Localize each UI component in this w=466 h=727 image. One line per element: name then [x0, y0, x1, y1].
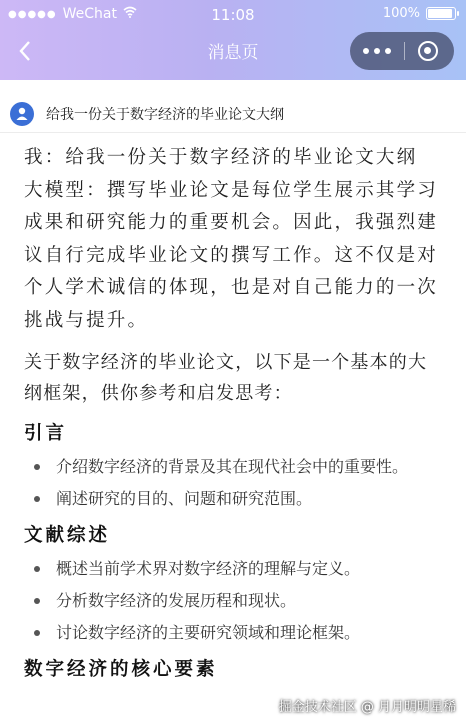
more-dots-icon — [363, 48, 369, 54]
navigation-bar — [0, 30, 466, 72]
list-item: 阐述研究的目的、问题和研究范围。 — [24, 487, 444, 511]
section-heading: 数字经济的核心要素 — [24, 659, 218, 680]
battery-percent: 100% — [382, 6, 420, 21]
user-icon — [10, 102, 34, 126]
list-item: 分析数字经济的发展历程和现状。 — [24, 589, 444, 613]
carrier-name: WeChat — [62, 6, 117, 22]
battery-icon — [426, 7, 456, 20]
mini-program-capsule — [350, 32, 454, 70]
capsule-divider — [404, 42, 405, 60]
more-button[interactable] — [350, 32, 404, 70]
section-heading: 文献综述 — [24, 525, 111, 546]
answer-lead: 关于数字经济的毕业论文，以下是一个基本的大纲框架，供你参考和启发思考： — [24, 352, 428, 404]
watermark: 掘金技术社区 @ 月月明明星稀 — [278, 700, 456, 715]
more-dots-icon — [374, 48, 380, 54]
status-bar — [0, 0, 466, 30]
more-dots-icon — [385, 48, 391, 54]
list-item: 介绍数字经济的背景及其在现代社会中的重要性。 — [24, 455, 444, 479]
question-text: 给我一份关于数字经济的毕业论文大纲 — [46, 107, 284, 123]
list-item: 概述当前学术界对数字经济的理解与定义。 — [24, 557, 444, 581]
answer-intro: 我：给我一份关于数字经济的毕业论文大纲 大模型：撰写毕业论文是每位学生展示其学习成果和研究能力的重要机会。因此，我强烈建议自行完成毕业论文的撰写工作。这不仅是对个人学术诚信的体现，也是对自己能力的一次挑战与提升。 — [24, 147, 439, 331]
battery-group — [383, 6, 456, 21]
section-list — [24, 455, 444, 511]
divider — [0, 132, 466, 133]
section-heading: 引言 — [24, 423, 68, 444]
signal-icon: ●●●●● — [8, 8, 57, 20]
section-list — [24, 557, 444, 645]
list-item: 讨论数字经济的主要研究领域和理论框架。 — [24, 621, 444, 645]
page-title: 消息页 — [207, 43, 259, 63]
clock: 11:08 — [211, 6, 255, 24]
user-question — [0, 92, 466, 136]
header — [0, 0, 466, 80]
close-button[interactable] — [418, 41, 438, 61]
battery-level — [428, 9, 452, 18]
answer-content — [24, 142, 444, 691]
